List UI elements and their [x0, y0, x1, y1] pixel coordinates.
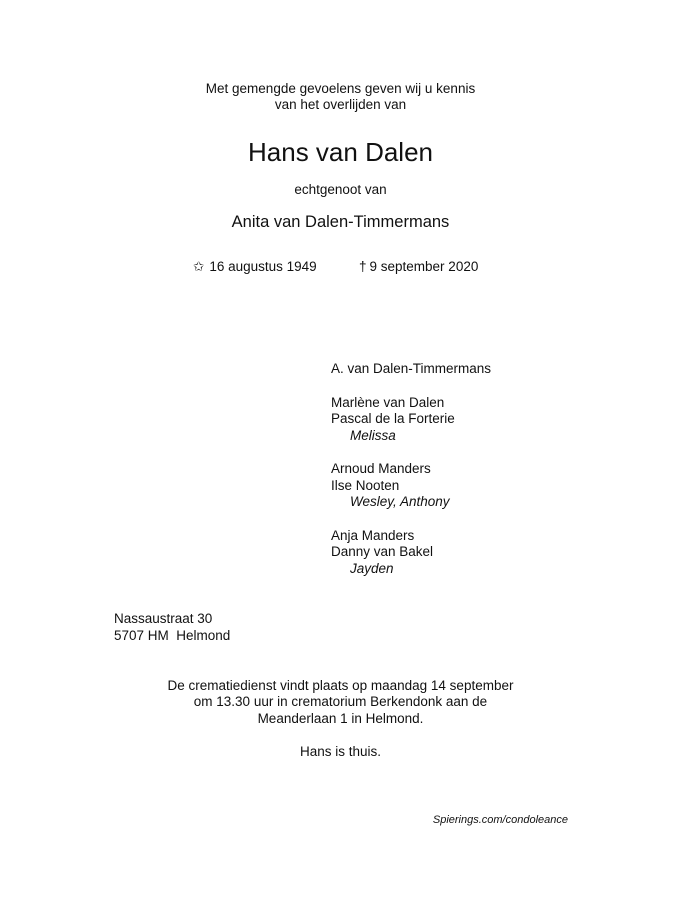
service-line-3: Meanderlaan 1 in Helmond. [257, 711, 424, 726]
grandchildren: Melissa [350, 428, 396, 443]
death-date-group [359, 259, 478, 275]
intro-line-2: van het overlijden van [274, 97, 407, 112]
death-date: 9 september 2020 [369, 259, 479, 274]
family-member: Anja Manders [331, 528, 415, 543]
birth-date-group [193, 259, 317, 275]
grandchildren: Jayden [350, 561, 394, 576]
family-member: Marlène van Dalen [331, 395, 445, 410]
address-street: Nassaustraat 30 [114, 611, 213, 626]
star-icon: ✩ [193, 259, 205, 274]
service-line-1: De crematiedienst vindt plaats op maandag 14 september [167, 678, 514, 693]
service-line-2: om 13.30 uur in crematorium Berkendonk aan de [193, 694, 488, 709]
deceased-name: Hans van Dalen [248, 137, 433, 167]
family-member: Ilse Nooten [331, 478, 400, 493]
family-member: Pascal de la Forterie [331, 411, 455, 426]
family-member: Arnoud Manders [331, 461, 431, 476]
family-member: Danny van Bakel [331, 544, 434, 559]
intro-line-1: Met gemengde gevoelens geven wij u kennis [205, 81, 476, 96]
spouse-name: Anita van Dalen-Timmermans [231, 213, 450, 231]
family-spouse: A. van Dalen-Timmermans [331, 361, 492, 376]
grandchildren: Wesley, Anthony [350, 494, 450, 509]
relation-label: echtgenoot van [294, 182, 387, 197]
cross-icon: † [359, 259, 367, 274]
condolence-link[interactable]: Spierings.com/condoleance [432, 814, 568, 826]
address-postal-city: 5707 HM Helmond [114, 628, 231, 643]
birth-date: 16 augustus 1949 [209, 259, 317, 274]
home-note: Hans is thuis. [299, 744, 382, 759]
